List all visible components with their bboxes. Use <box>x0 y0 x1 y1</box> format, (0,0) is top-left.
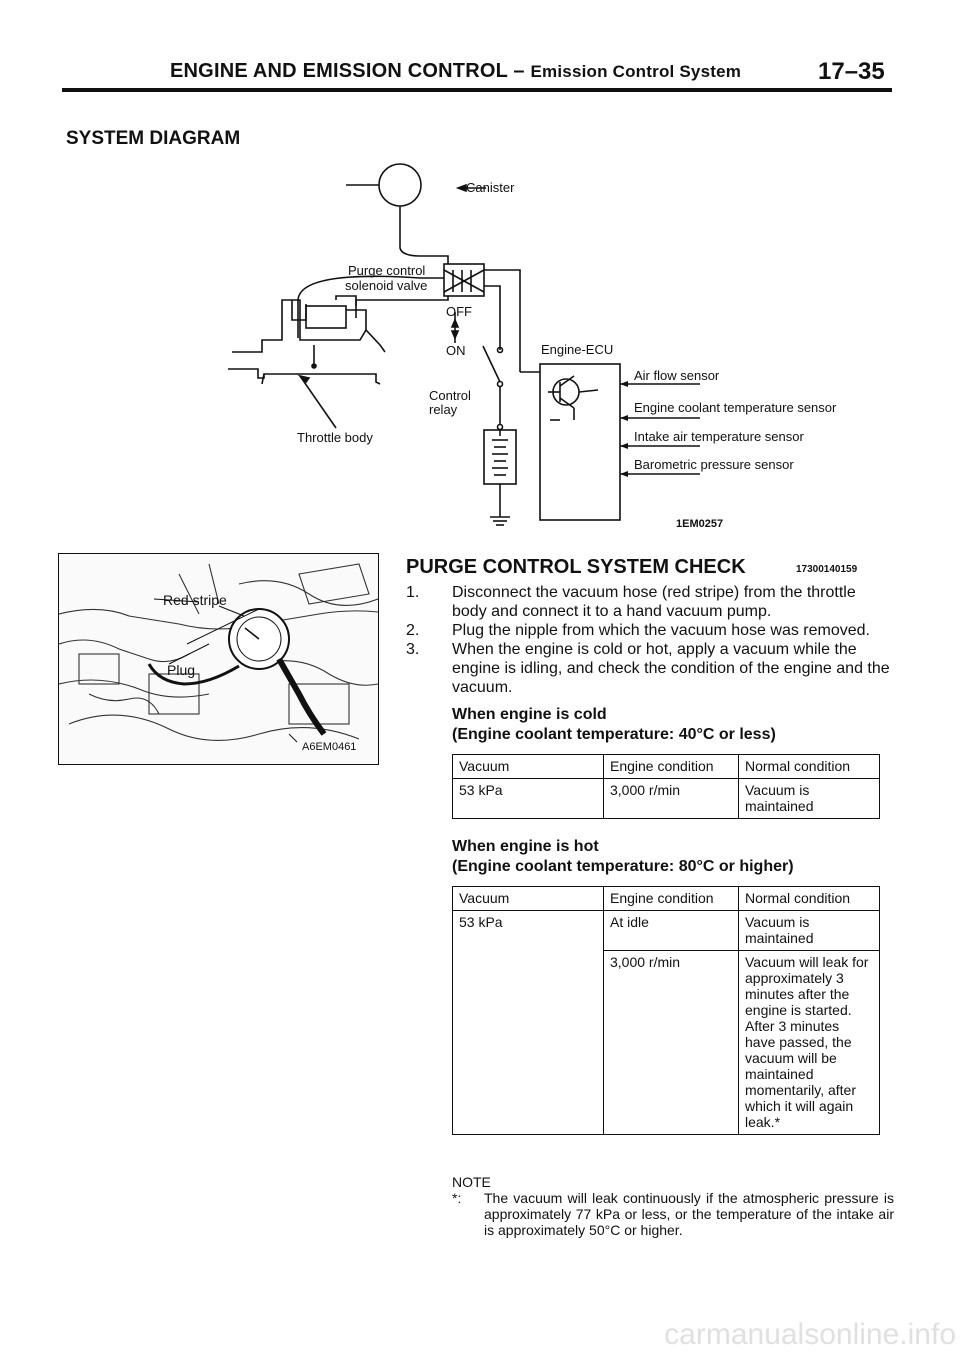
hot-condition-title <box>452 837 794 877</box>
table-cell: At idle <box>604 911 739 951</box>
cold-condition-title <box>452 705 776 745</box>
table-header-cell: Engine condition <box>604 887 739 911</box>
header-subsection: Emission Control System <box>530 62 742 81</box>
table-cell: 3,000 r/min <box>604 951 739 1135</box>
sensor-intake-air-temp: Intake air temperature sensor <box>634 429 804 444</box>
control-relay-label-2: relay <box>429 402 458 417</box>
page-number: 17–35 <box>818 58 885 85</box>
note-star: *: <box>452 1190 462 1206</box>
engine-photo-illustration <box>59 554 378 764</box>
control-relay-label-1: Control <box>429 388 471 403</box>
table-header-cell: Normal condition <box>739 755 880 779</box>
table-cell: 53 kPa <box>453 911 604 1135</box>
step-2 <box>406 621 894 640</box>
step-1 <box>406 583 894 621</box>
table-header-cell: Engine condition <box>604 755 739 779</box>
table-cell: 3,000 r/min <box>604 779 739 819</box>
battery-symbol <box>484 430 516 484</box>
sensor-coolant-temp: Engine coolant temperature sensor <box>634 400 837 415</box>
table-cell: 53 kPa <box>453 779 604 819</box>
cold-title-2: (Engine coolant temperature: 40°C or less) <box>452 726 776 743</box>
sensor-air-flow: Air flow sensor <box>634 368 720 383</box>
plug-label: Plug <box>167 662 196 678</box>
table-header-row <box>453 755 880 779</box>
diagram-figure-code: 1EM0257 <box>676 518 724 530</box>
step-2-num: 2. <box>406 622 420 639</box>
system-diagram-title: SYSTEM DIAGRAM <box>66 128 241 149</box>
engine-photo <box>58 553 379 765</box>
canister-label: Canister <box>466 180 515 195</box>
hot-condition-table <box>452 886 880 1135</box>
photo-code: A6EM0461 <box>302 741 357 753</box>
hot-title-1: When engine is hot <box>452 838 599 855</box>
table-header-cell: Vacuum <box>453 887 604 911</box>
on-label: ON <box>446 343 466 358</box>
step-3 <box>406 640 894 697</box>
purge-valve-symbol <box>444 264 484 296</box>
table-cell: Vacuum will leak for approximately 3 minutes after the engine is started. After 3 minutes have passed, the vacuum will be maintained momentarily, after which it will again leak.* <box>739 951 880 1135</box>
table-cell: Vacuum is maintained <box>739 779 880 819</box>
sensor-barometric: Barometric pressure sensor <box>634 457 794 472</box>
header-section: ENGINE AND EMISSION CONTROL <box>170 60 508 82</box>
note-heading: NOTE <box>452 1174 491 1190</box>
step-3-text: When the engine is cold or hot, apply a vacuum while the engine is idling, and check the condition of the engine and the vacuum. <box>452 641 890 696</box>
step-1-num: 1. <box>406 584 420 601</box>
step-1-text: Disconnect the vacuum hose (red stripe) from the throttle body and connect it to a hand vacuum pump. <box>452 584 856 620</box>
red-stripe-label: Red stripe <box>163 592 227 608</box>
purge-check-code: 17300140159 <box>796 564 858 575</box>
header-dash: – <box>513 60 525 82</box>
watermark <box>0 1318 960 1352</box>
purge-valve-label-2: solenoid valve <box>345 278 428 293</box>
table-header-cell: Vacuum <box>453 755 604 779</box>
off-label: OFF <box>446 304 472 319</box>
purge-check-title: PURGE CONTROL SYSTEM CHECK <box>406 556 746 578</box>
step-3-num: 3. <box>406 641 420 658</box>
system-diagram <box>0 0 960 540</box>
engine-ecu-label: Engine-ECU <box>541 342 614 357</box>
canister-symbol <box>379 164 421 206</box>
table-row <box>453 911 880 951</box>
cold-title-1: When engine is cold <box>452 706 607 723</box>
throttle-body-label: Throttle body <box>297 430 373 445</box>
table-cell: Vacuum is maintained <box>739 911 880 951</box>
table-header-cell: Normal condition <box>739 887 880 911</box>
step-2-text: Plug the nipple from which the vacuum hose was removed. <box>452 622 870 639</box>
cold-condition-table <box>452 754 880 819</box>
engine-ecu-box <box>540 364 620 520</box>
watermark-text: carmanualsonline.info <box>664 1318 956 1351</box>
purge-valve-label-1: Purge control <box>348 263 426 278</box>
note-text: The vacuum will leak continuously if the atmospheric pressure is approximately 77 kPa or less, or the temperature of the intake air is approximately 50°C or higher. <box>484 1190 894 1238</box>
hot-title-2: (Engine coolant temperature: 80°C or higher) <box>452 858 794 875</box>
table-header-row <box>453 887 880 911</box>
check-steps <box>406 583 894 697</box>
table-row <box>453 779 880 819</box>
